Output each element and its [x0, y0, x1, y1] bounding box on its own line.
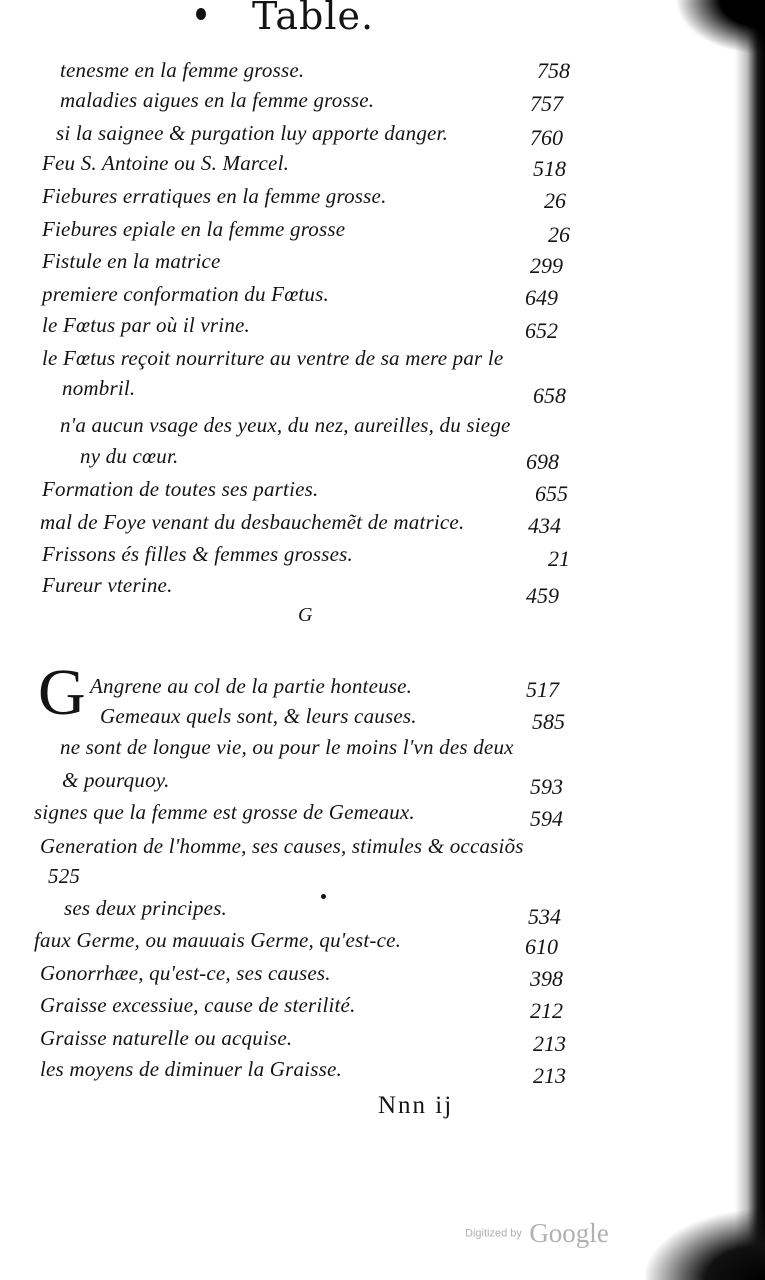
index-entry: ne sont de longue vie, ou pour le moins l'vn des deux — [60, 735, 514, 759]
page-number: 585 — [532, 709, 565, 734]
page-number: 698 — [526, 449, 559, 474]
page-number: 534 — [528, 904, 561, 929]
index-entry: mal de Foye venant du desbauchemẽt de matrice. — [40, 510, 465, 534]
page-number: 26 — [544, 188, 566, 213]
index-entry: maladies aigues en la femme grosse. — [60, 88, 375, 112]
page-number: 658 — [533, 383, 566, 408]
page-number: 593 — [530, 774, 563, 799]
page-corner-bottom — [645, 1210, 765, 1280]
page-title: Table. — [252, 0, 375, 38]
page-number: 655 — [535, 481, 568, 506]
index-entry: Fistule en la matrice — [42, 249, 221, 273]
index-entry: nombril. — [62, 376, 136, 400]
index-entry: Graisse excessiue, cause de sterilité. — [40, 993, 356, 1017]
index-entry: Graisse naturelle ou acquise. — [40, 1026, 293, 1050]
index-entry: tenesme en la femme grosse. — [60, 58, 305, 82]
index-entry: Formation de toutes ses parties. — [42, 477, 319, 501]
index-entry: Gemeaux quels sont, & leurs causes. — [100, 704, 417, 728]
index-entry: ny du cœur. — [80, 444, 179, 468]
page-number: 518 — [533, 156, 566, 181]
index-entry: premiere conformation du Fœtus. — [42, 282, 329, 306]
watermark-brand: Google — [529, 1218, 609, 1248]
page-edge-shadow — [735, 0, 765, 1280]
page-number: 212 — [530, 998, 563, 1023]
index-entry: si la saignee & purgation luy apporte danger. — [56, 121, 449, 145]
index-entry: signes que la femme est grosse de Gemeaux. — [34, 800, 415, 824]
page-number: 434 — [528, 513, 561, 538]
index-entry: le Fœtus par où il vrine. — [42, 313, 250, 337]
page-number: 760 — [530, 125, 563, 150]
index-entry: Fiebures epiale en la femme grosse — [42, 217, 346, 241]
page-number: 758 — [537, 58, 570, 83]
page-number: 21 — [548, 546, 570, 571]
section-heading: G — [298, 604, 313, 626]
index-entry: Feu S. Antoine ou S. Marcel. — [42, 151, 290, 175]
page-number: 757 — [530, 91, 563, 116]
index-entry: Fureur vterine. — [42, 573, 173, 597]
index-entry: Gonorrhæe, qu'est-ce, ses causes. — [40, 961, 331, 985]
page-corner-top — [675, 0, 765, 55]
page-number: 610 — [525, 934, 558, 959]
page-number: 652 — [525, 318, 558, 343]
index-entry: 525 — [48, 864, 81, 888]
page-number: 26 — [548, 222, 570, 247]
digitized-watermark — [465, 1218, 609, 1249]
page-number: 213 — [533, 1031, 566, 1056]
signature-mark: Nnn ij — [378, 1092, 454, 1119]
watermark-prefix: Digitized by — [465, 1227, 522, 1240]
index-entry: Fiebures erratiques en la femme grosse. — [42, 184, 387, 208]
page-number: 398 — [530, 966, 563, 991]
index-entry: n'a aucun vsage des yeux, du nez, aureilles, du siege — [60, 413, 511, 437]
page-number: 517 — [526, 677, 559, 702]
drop-cap: G — [38, 656, 86, 729]
index-entry: ses deux principes. — [64, 896, 228, 920]
ink-speck — [321, 894, 326, 899]
page-number: 213 — [533, 1063, 566, 1088]
index-entry: Generation de l'homme, ses causes, stimules & occasiõs — [40, 834, 524, 858]
index-entry: Frissons és filles & femmes grosses. — [42, 542, 353, 566]
index-entry: faux Germe, ou mauuais Germe, qu'est-ce. — [34, 928, 402, 952]
page-number: 459 — [526, 583, 559, 608]
page-number: 299 — [530, 253, 563, 278]
index-entry: les moyens de diminuer la Graisse. — [40, 1057, 342, 1081]
ink-spot — [196, 8, 206, 20]
index-entry: le Fœtus reçoit nourriture au ventre de sa mere par le — [42, 346, 504, 370]
page-number: 594 — [530, 806, 563, 831]
index-entry: & pourquoy. — [62, 768, 170, 792]
page-number: 649 — [525, 285, 558, 310]
index-entry: Angrene au col de la partie honteuse. — [90, 674, 413, 698]
